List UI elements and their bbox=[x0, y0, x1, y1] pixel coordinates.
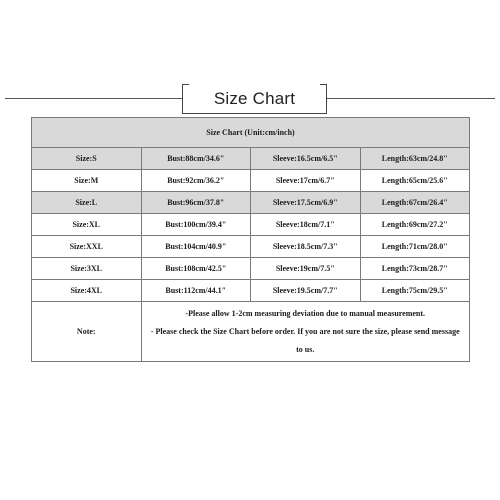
length-cell: Length:71cm/28.0" bbox=[360, 236, 470, 258]
table-row bbox=[32, 280, 470, 302]
sleeve-cell: Sleeve:16.5cm/6.5" bbox=[251, 148, 361, 170]
size-cell: Size:4XL bbox=[32, 280, 142, 302]
sleeve-cell: Sleeve:17cm/6.7" bbox=[251, 170, 361, 192]
size-cell: Size:3XL bbox=[32, 258, 142, 280]
size-cell: Size:M bbox=[32, 170, 142, 192]
length-cell: Length:65cm/25.6" bbox=[360, 170, 470, 192]
title-rule-right bbox=[327, 98, 495, 99]
bust-cell: Bust:92cm/36.2" bbox=[141, 170, 251, 192]
size-cell: Size:S bbox=[32, 148, 142, 170]
bust-cell: Bust:104cm/40.9" bbox=[141, 236, 251, 258]
table-header-row bbox=[32, 118, 470, 148]
bust-cell: Bust:108cm/42.5" bbox=[141, 258, 251, 280]
length-cell: Length:69cm/27.2" bbox=[360, 214, 470, 236]
sleeve-cell: Sleeve:19cm/7.5" bbox=[251, 258, 361, 280]
bust-cell: Bust:96cm/37.8" bbox=[141, 192, 251, 214]
sleeve-cell: Sleeve:17.5cm/6.9" bbox=[251, 192, 361, 214]
length-cell: Length:73cm/28.7" bbox=[360, 258, 470, 280]
size-chart-table bbox=[31, 117, 470, 362]
note-line-1: -Please allow 1-2cm measuring deviation due to manual measurement. bbox=[185, 308, 426, 318]
note-line-2: - Please check the Size Chart before order. If you are not sure the size, please send message to us. bbox=[150, 326, 460, 354]
bust-cell: Bust:88cm/34.6" bbox=[141, 148, 251, 170]
table-row bbox=[32, 258, 470, 280]
note-label: Note: bbox=[32, 302, 142, 362]
table-row bbox=[32, 148, 470, 170]
note-row bbox=[32, 302, 470, 362]
table-row bbox=[32, 236, 470, 258]
table-row bbox=[32, 170, 470, 192]
bust-cell: Bust:100cm/39.4" bbox=[141, 214, 251, 236]
title-rule-left bbox=[5, 98, 182, 99]
sleeve-cell: Sleeve:18cm/7.1" bbox=[251, 214, 361, 236]
sleeve-cell: Sleeve:19.5cm/7.7" bbox=[251, 280, 361, 302]
length-cell: Length:67cm/26.4" bbox=[360, 192, 470, 214]
bust-cell: Bust:112cm/44.1" bbox=[141, 280, 251, 302]
table-header-text: Size Chart (Unit:cm/inch) bbox=[206, 128, 295, 137]
table-header-cell bbox=[32, 118, 470, 148]
size-cell: Size:XXL bbox=[32, 236, 142, 258]
table-row bbox=[32, 192, 470, 214]
length-cell: Length:75cm/29.5" bbox=[360, 280, 470, 302]
sleeve-cell: Sleeve:18.5cm/7.3" bbox=[251, 236, 361, 258]
size-cell: Size:XL bbox=[32, 214, 142, 236]
length-cell: Length:63cm/24.8" bbox=[360, 148, 470, 170]
table-row bbox=[32, 214, 470, 236]
page-title: Size Chart bbox=[213, 88, 296, 108]
note-text-cell bbox=[141, 302, 470, 362]
size-cell: Size:L bbox=[32, 192, 142, 214]
title-banner bbox=[182, 84, 327, 114]
